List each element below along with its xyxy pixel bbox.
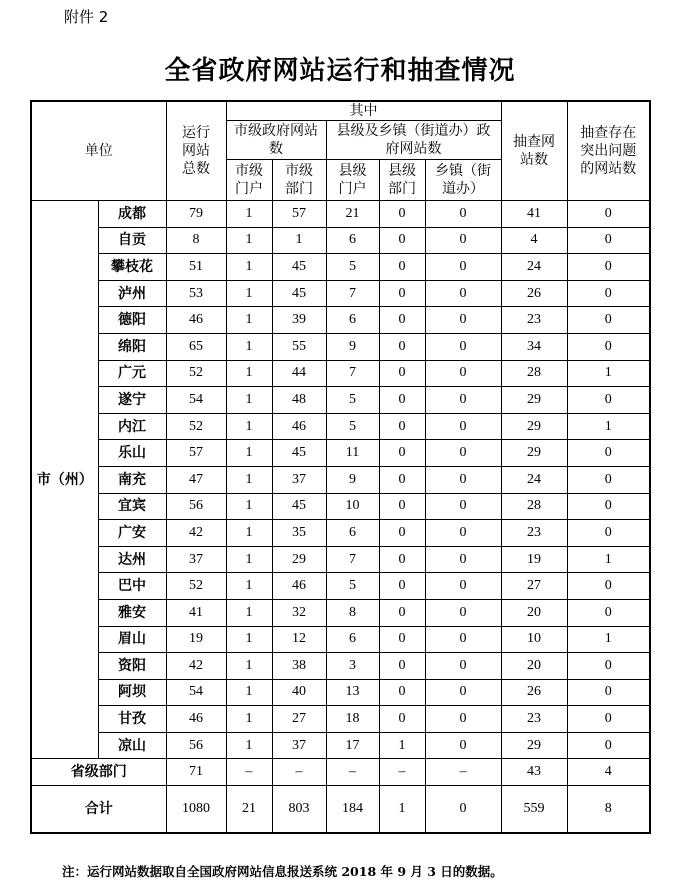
value-cell: 45 xyxy=(272,280,326,307)
table-row xyxy=(31,732,650,759)
value-cell: 1 xyxy=(226,280,272,307)
value-cell: 5 xyxy=(326,254,379,281)
value-cell: 6 xyxy=(326,307,379,334)
page-title: 全省政府网站运行和抽查情况 xyxy=(164,56,516,86)
value-cell: 0 xyxy=(567,254,650,281)
table-row xyxy=(31,254,650,281)
value-cell: 1 xyxy=(567,360,650,387)
value-cell: 0 xyxy=(425,520,501,547)
value-cell: 54 xyxy=(166,679,226,706)
table-row xyxy=(31,520,650,547)
value-cell: 0 xyxy=(567,201,650,228)
value-cell: 18 xyxy=(326,706,379,733)
city-name: 内江 xyxy=(98,413,166,440)
value-cell: 13 xyxy=(326,679,379,706)
city-name: 甘孜 xyxy=(98,706,166,733)
value-cell: 51 xyxy=(166,254,226,281)
value-cell: 32 xyxy=(272,599,326,626)
header-unit: 单位 xyxy=(31,101,166,201)
value-cell: 0 xyxy=(425,626,501,653)
value-cell: 10 xyxy=(501,626,567,653)
value-cell: 38 xyxy=(272,653,326,680)
table-row xyxy=(31,599,650,626)
value-cell: – xyxy=(272,759,326,786)
header-town: 乡镇（街道办） xyxy=(425,160,501,201)
city-name: 资阳 xyxy=(98,653,166,680)
value-cell: 1 xyxy=(567,626,650,653)
value-cell: 39 xyxy=(272,307,326,334)
table-row xyxy=(31,653,650,680)
value-cell: 0 xyxy=(425,413,501,440)
value-cell: 55 xyxy=(272,333,326,360)
value-cell: 29 xyxy=(501,387,567,414)
value-cell: 46 xyxy=(272,573,326,600)
value-cell: 0 xyxy=(425,307,501,334)
value-cell: – xyxy=(226,759,272,786)
value-cell: 1 xyxy=(379,786,425,834)
value-cell: 6 xyxy=(326,520,379,547)
value-cell: 1 xyxy=(226,599,272,626)
value-cell: 0 xyxy=(425,360,501,387)
value-cell: 0 xyxy=(567,307,650,334)
value-cell: 0 xyxy=(425,201,501,228)
value-cell: 0 xyxy=(425,254,501,281)
value-cell: 0 xyxy=(425,573,501,600)
value-cell: 1 xyxy=(226,201,272,228)
value-cell: 28 xyxy=(501,360,567,387)
value-cell: 26 xyxy=(501,280,567,307)
value-cell: 79 xyxy=(166,201,226,228)
value-cell: 29 xyxy=(272,546,326,573)
value-cell: 56 xyxy=(166,493,226,520)
header-checked: 抽查网站数 xyxy=(501,101,567,201)
attachment-label: 附件 2 xyxy=(64,8,109,26)
value-cell: 57 xyxy=(166,440,226,467)
value-cell: 0 xyxy=(425,440,501,467)
city-name: 凉山 xyxy=(98,732,166,759)
header-city-group: 市级政府网站数 xyxy=(226,121,326,160)
value-cell: 37 xyxy=(272,732,326,759)
value-cell: 29 xyxy=(501,732,567,759)
value-cell: 0 xyxy=(567,599,650,626)
value-cell: 0 xyxy=(379,679,425,706)
value-cell: 1 xyxy=(226,307,272,334)
header-problems: 抽查存在突出问题的网站数 xyxy=(567,101,650,201)
city-name: 眉山 xyxy=(98,626,166,653)
value-cell: 1 xyxy=(226,333,272,360)
table-row xyxy=(31,706,650,733)
value-cell: 0 xyxy=(425,280,501,307)
total-row xyxy=(31,786,650,834)
value-cell: 0 xyxy=(425,786,501,834)
value-cell: 1080 xyxy=(166,786,226,834)
value-cell: 26 xyxy=(501,679,567,706)
value-cell: 1 xyxy=(226,573,272,600)
value-cell: 47 xyxy=(166,466,226,493)
table-row xyxy=(31,307,650,334)
value-cell: 0 xyxy=(379,520,425,547)
value-cell: 1 xyxy=(226,413,272,440)
value-cell: 0 xyxy=(379,307,425,334)
value-cell: 37 xyxy=(272,466,326,493)
header-city-portal: 市级门户 xyxy=(226,160,272,201)
value-cell: 20 xyxy=(501,599,567,626)
value-cell: 0 xyxy=(567,520,650,547)
value-cell: 0 xyxy=(425,227,501,254)
value-cell: 7 xyxy=(326,280,379,307)
table-row xyxy=(31,626,650,653)
table-row xyxy=(31,466,650,493)
value-cell: 1 xyxy=(226,440,272,467)
value-cell: 19 xyxy=(166,626,226,653)
value-cell: 0 xyxy=(567,440,650,467)
value-cell: 5 xyxy=(326,413,379,440)
value-cell: 12 xyxy=(272,626,326,653)
value-cell: 0 xyxy=(567,227,650,254)
table-row xyxy=(31,387,650,414)
value-cell: 48 xyxy=(272,387,326,414)
value-cell: 1 xyxy=(226,546,272,573)
value-cell: 23 xyxy=(501,706,567,733)
provincial-row-label: 省级部门 xyxy=(31,759,166,786)
value-cell: 44 xyxy=(272,360,326,387)
value-cell: 1 xyxy=(226,653,272,680)
value-cell: 0 xyxy=(379,254,425,281)
value-cell: 29 xyxy=(501,413,567,440)
header-total: 运行网站总数 xyxy=(166,101,226,201)
value-cell: 803 xyxy=(272,786,326,834)
value-cell: 23 xyxy=(501,307,567,334)
table-row xyxy=(31,440,650,467)
value-cell: 1 xyxy=(272,227,326,254)
value-cell: 1 xyxy=(226,520,272,547)
value-cell: – xyxy=(379,759,425,786)
value-cell: 0 xyxy=(379,280,425,307)
value-cell: 0 xyxy=(379,599,425,626)
total-row-label: 合计 xyxy=(31,786,166,834)
header-city-dept: 市级部门 xyxy=(272,160,326,201)
header-among: 其中 xyxy=(226,101,501,121)
table-row xyxy=(31,493,650,520)
value-cell: 0 xyxy=(379,493,425,520)
value-cell: 0 xyxy=(567,280,650,307)
value-cell: 0 xyxy=(567,732,650,759)
value-cell: 0 xyxy=(425,599,501,626)
value-cell: 21 xyxy=(226,786,272,834)
value-cell: 0 xyxy=(425,493,501,520)
value-cell: 11 xyxy=(326,440,379,467)
value-cell: 0 xyxy=(425,653,501,680)
value-cell: 0 xyxy=(379,387,425,414)
value-cell: 1 xyxy=(226,493,272,520)
value-cell: 0 xyxy=(567,706,650,733)
value-cell: 46 xyxy=(166,706,226,733)
value-cell: 1 xyxy=(226,360,272,387)
value-cell: 0 xyxy=(379,626,425,653)
value-cell: – xyxy=(425,759,501,786)
provincial-row xyxy=(31,759,650,786)
value-cell: 56 xyxy=(166,732,226,759)
value-cell: 0 xyxy=(425,546,501,573)
value-cell: 45 xyxy=(272,440,326,467)
city-name: 宜宾 xyxy=(98,493,166,520)
value-cell: 559 xyxy=(501,786,567,834)
table-row xyxy=(31,227,650,254)
value-cell: 1 xyxy=(226,706,272,733)
table-row xyxy=(31,201,650,228)
value-cell: 5 xyxy=(326,387,379,414)
value-cell: 0 xyxy=(379,706,425,733)
region-group-label: 市（州） xyxy=(31,201,98,759)
city-name: 成都 xyxy=(98,201,166,228)
value-cell: 4 xyxy=(567,759,650,786)
value-cell: 54 xyxy=(166,387,226,414)
value-cell: 0 xyxy=(425,732,501,759)
header-county-group: 县级及乡镇（街道办）政府网站数 xyxy=(326,121,501,160)
table-row xyxy=(31,546,650,573)
value-cell: 65 xyxy=(166,333,226,360)
value-cell: 0 xyxy=(567,466,650,493)
city-name: 攀枝花 xyxy=(98,254,166,281)
value-cell: 45 xyxy=(272,493,326,520)
value-cell: 0 xyxy=(567,573,650,600)
value-cell: 0 xyxy=(379,466,425,493)
value-cell: 0 xyxy=(379,360,425,387)
value-cell: 7 xyxy=(326,360,379,387)
value-cell: 1 xyxy=(226,626,272,653)
table-row xyxy=(31,679,650,706)
value-cell: 0 xyxy=(567,387,650,414)
value-cell: 7 xyxy=(326,546,379,573)
value-cell: 1 xyxy=(226,679,272,706)
value-cell: 21 xyxy=(326,201,379,228)
header-county-dept: 县级部门 xyxy=(379,160,425,201)
value-cell: 5 xyxy=(326,573,379,600)
city-name: 泸州 xyxy=(98,280,166,307)
value-cell: 8 xyxy=(567,786,650,834)
value-cell: 45 xyxy=(272,254,326,281)
value-cell: 0 xyxy=(567,333,650,360)
value-cell: 1 xyxy=(226,466,272,493)
value-cell: 41 xyxy=(166,599,226,626)
value-cell: 8 xyxy=(326,599,379,626)
value-cell: 10 xyxy=(326,493,379,520)
city-name: 阿坝 xyxy=(98,679,166,706)
header-county-portal: 县级门户 xyxy=(326,160,379,201)
value-cell: 6 xyxy=(326,626,379,653)
value-cell: 20 xyxy=(501,653,567,680)
value-cell: 40 xyxy=(272,679,326,706)
city-name: 达州 xyxy=(98,546,166,573)
city-name: 绵阳 xyxy=(98,333,166,360)
value-cell: 0 xyxy=(567,493,650,520)
value-cell: 6 xyxy=(326,227,379,254)
value-cell: 46 xyxy=(272,413,326,440)
value-cell: 35 xyxy=(272,520,326,547)
city-name: 乐山 xyxy=(98,440,166,467)
value-cell: 52 xyxy=(166,413,226,440)
value-cell: 0 xyxy=(379,333,425,360)
value-cell: 71 xyxy=(166,759,226,786)
value-cell: 42 xyxy=(166,520,226,547)
value-cell: 0 xyxy=(425,706,501,733)
value-cell: 3 xyxy=(326,653,379,680)
value-cell: 0 xyxy=(379,546,425,573)
value-cell: 24 xyxy=(501,466,567,493)
footnote: 注：运行网站数据取自全国政府网站信息报送系统 2018 年 9 月 3 日的数据。 xyxy=(62,864,503,879)
value-cell: 0 xyxy=(379,653,425,680)
value-cell: 1 xyxy=(226,254,272,281)
city-name: 自贡 xyxy=(98,227,166,254)
value-cell: 0 xyxy=(379,201,425,228)
value-cell: 28 xyxy=(501,493,567,520)
value-cell: 52 xyxy=(166,360,226,387)
value-cell: 27 xyxy=(272,706,326,733)
value-cell: 9 xyxy=(326,466,379,493)
city-name: 巴中 xyxy=(98,573,166,600)
value-cell: 1 xyxy=(567,413,650,440)
value-cell: 0 xyxy=(425,466,501,493)
value-cell: – xyxy=(326,759,379,786)
value-cell: 1 xyxy=(226,732,272,759)
value-cell: 9 xyxy=(326,333,379,360)
value-cell: 0 xyxy=(425,679,501,706)
city-name: 雅安 xyxy=(98,599,166,626)
value-cell: 24 xyxy=(501,254,567,281)
table-row xyxy=(31,413,650,440)
value-cell: 184 xyxy=(326,786,379,834)
value-cell: 1 xyxy=(379,732,425,759)
value-cell: 0 xyxy=(425,333,501,360)
table-row xyxy=(31,280,650,307)
value-cell: 42 xyxy=(166,653,226,680)
value-cell: 17 xyxy=(326,732,379,759)
table-row xyxy=(31,333,650,360)
value-cell: 52 xyxy=(166,573,226,600)
value-cell: 23 xyxy=(501,520,567,547)
city-name: 南充 xyxy=(98,466,166,493)
value-cell: 8 xyxy=(166,227,226,254)
websites-table xyxy=(30,100,651,834)
value-cell: 57 xyxy=(272,201,326,228)
value-cell: 41 xyxy=(501,201,567,228)
value-cell: 4 xyxy=(501,227,567,254)
value-cell: 0 xyxy=(567,679,650,706)
value-cell: 0 xyxy=(567,653,650,680)
value-cell: 53 xyxy=(166,280,226,307)
value-cell: 1 xyxy=(567,546,650,573)
value-cell: 27 xyxy=(501,573,567,600)
table-row xyxy=(31,360,650,387)
value-cell: 0 xyxy=(379,440,425,467)
city-name: 遂宁 xyxy=(98,387,166,414)
city-name: 德阳 xyxy=(98,307,166,334)
value-cell: 43 xyxy=(501,759,567,786)
value-cell: 1 xyxy=(226,227,272,254)
city-name: 广元 xyxy=(98,360,166,387)
value-cell: 19 xyxy=(501,546,567,573)
value-cell: 0 xyxy=(379,227,425,254)
value-cell: 0 xyxy=(379,413,425,440)
value-cell: 46 xyxy=(166,307,226,334)
value-cell: 29 xyxy=(501,440,567,467)
table-row xyxy=(31,573,650,600)
city-name: 广安 xyxy=(98,520,166,547)
value-cell: 37 xyxy=(166,546,226,573)
value-cell: 1 xyxy=(226,387,272,414)
value-cell: 34 xyxy=(501,333,567,360)
value-cell: 0 xyxy=(425,387,501,414)
value-cell: 0 xyxy=(379,573,425,600)
